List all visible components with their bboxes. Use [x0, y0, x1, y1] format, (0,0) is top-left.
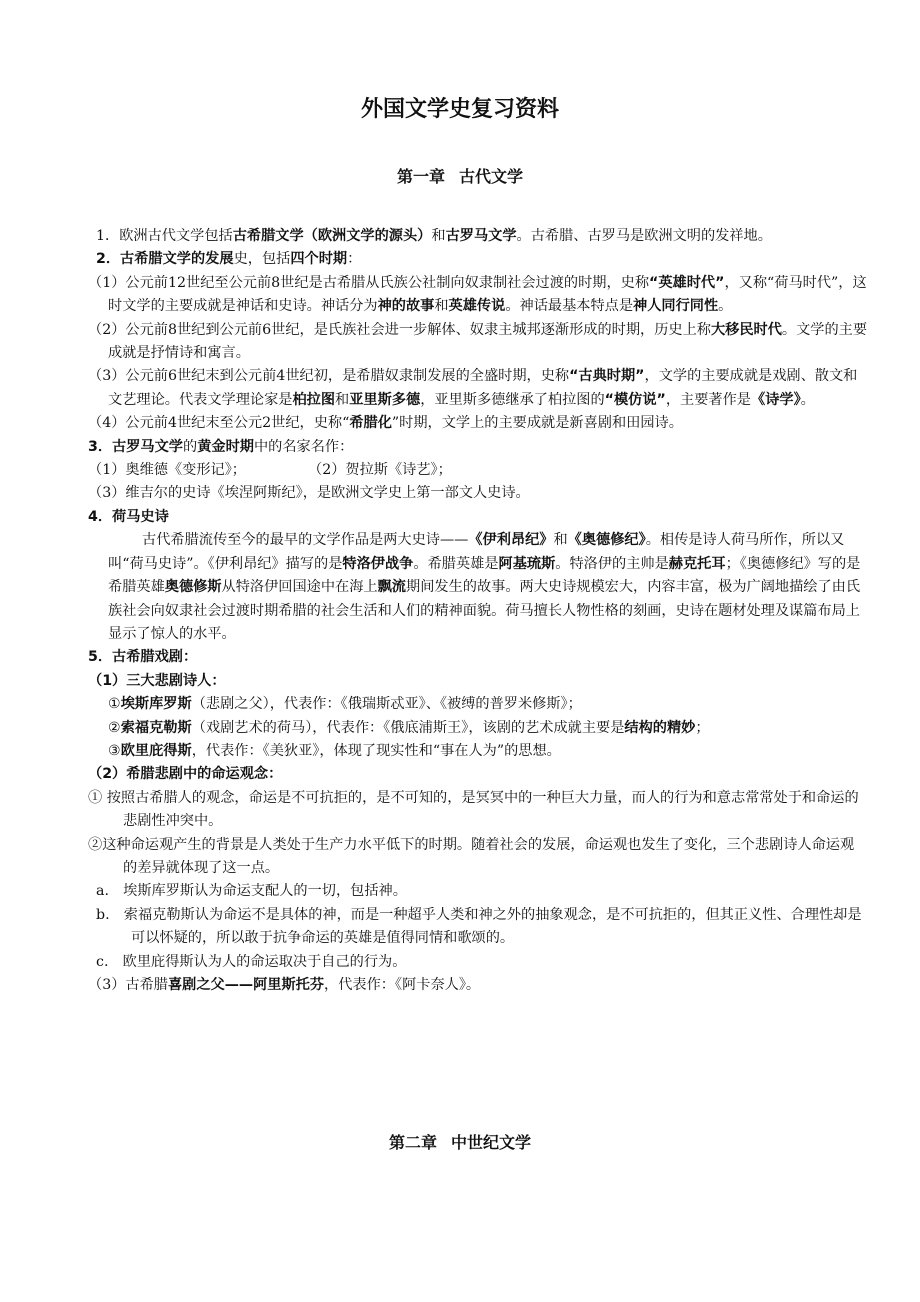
section-5-item-2-heading: （2）希腊悲剧中的命运观念： — [88, 766, 283, 783]
tragedian-sophocles: ②索福克勒斯（戏剧艺术的荷马），代表作：《俄底浦斯王》，该剧的艺术成就主要是结构的精妙； — [108, 719, 710, 736]
chapter-1-name: 古代文学 — [459, 167, 524, 186]
fate-point-b: b. 索福克勒斯认为命运不是具体的神，而是一种超乎人类和神之外的抽象观念，是不可抗拒的，但其正义性、合理性却是可以怀疑的，所以敢于抗争命运的英雄是值得同情和歌颂的。 — [96, 906, 862, 947]
section-4-body: 古代希腊流传至今的最早的文学作品是两大史诗——《伊利昂纪》和《奥德修纪》。相传是诗人荷马所作，所以又叫“荷马史诗”。《伊利昂纪》描写的是特洛伊战争。希腊英雄是阿基琉斯。特洛伊的主帅是赫克托耳；《奥德修纪》写的是希腊英雄奥德修斯从特洛伊回国途中在海上飘流期间发生的故事。两大史诗规模宏大，内容丰富，极为广阔地描绘了由氏族社会向奴隶社会过渡时期希腊的社会生活和人们的精神面貌。荷马擅长人物性格的刻画，史诗在题材处理及谋篇布局上显示了惊人的水平。 — [108, 532, 861, 642]
fate-point-a: a. 埃斯库罗斯认为命运支配人的一切，包括神。 — [96, 883, 407, 900]
tragedian-aeschylus: ①埃斯库罗斯（悲剧之父），代表作：《俄瑞斯忒亚》、《被缚的普罗米修斯》； — [108, 696, 582, 713]
section-2-item-4: （4）公元前4世纪末至公元2世纪，史称“希腊化”时期，文学上的主要成就是新喜剧和田园诗。 — [88, 415, 683, 432]
section-2-item-3: （3）公元前6世纪末到公元前4世纪初，是希腊奴隶制发展的全盛时期，史称“古典时期”，文学的主要成就是戏剧、散文和文艺理论。代表文学理论家是柏拉图和亚里斯多德，亚里斯多德继承了柏拉图的“模仿说”，主要著作是《诗学》。 — [88, 368, 858, 408]
chapter-2-heading — [0, 1130, 920, 1153]
section-1: 1．欧洲古代文学包括古希腊文学（欧洲文学的源头）和古罗马文学。古希腊、古罗马是欧洲文明的发祥地。 — [96, 228, 772, 244]
section-2-heading: 2．古希腊文学的发展史，包括四个时期： — [96, 251, 362, 268]
section-5-heading: 5．古希腊戏剧： — [88, 649, 198, 666]
section-3-heading: 3．古罗马文学的黄金时期中的名家名作： — [88, 438, 354, 455]
section-5-item-3: （3）古希腊喜剧之父——阿里斯托芬，代表作：《阿卡奈人》。 — [88, 977, 481, 993]
chapter-2-name: 中世纪文学 — [451, 1133, 532, 1152]
section-2-item-2: （2）公元前8世纪到公元前6世纪，是氏族社会进一步解体、奴隶主城邦逐渐形成的时期，历史上称大移民时代。文学的主要成就是抒情诗和寓言。 — [88, 321, 868, 362]
fate-point-1: ① 按照古希腊人的观念，命运是不可抗拒的，是不可知的，是冥冥中的一种巨大力量，而人的行为和意志常常处于和命运的悲剧性冲突中。 — [88, 789, 859, 830]
section-3-items-1-2: （1）奥维德《变形记》； （2）贺拉斯《诗艺》； — [88, 462, 452, 479]
section-5-item-1-heading: （1）三大悲剧诗人： — [88, 672, 226, 689]
document-title: 外国文学史复习资料 — [360, 97, 559, 122]
fate-point-c: c. 欧里庇得斯认为人的命运取决于自己的行为。 — [96, 953, 407, 970]
chapter-2-number: 第二章 — [388, 1133, 437, 1152]
chapter-1-number: 第一章 — [396, 167, 445, 186]
fate-point-2: ②这种命运观产生的背景是人类处于生产力水平低下的时期。随着社会的发展，命运观也发生了变化，三个悲剧诗人命运观的差异就体现了这一点。 — [88, 836, 855, 876]
section-2-item-1: （1）公元前12世纪至公元前8世纪是古希腊从氏族公社制向奴隶制社会过渡的时期，史称“英雄时代”，又称“荷马时代”，这时文学的主要成就是神话和史诗。神话分为神的故事和英雄传说。神话最基本特点是神人同行同性。 — [88, 274, 867, 315]
section-3-item-3: （3）维吉尔的史诗《埃涅阿斯纪》，是欧洲文学史上第一部文人史诗。 — [88, 485, 530, 502]
section-4-heading: 4．荷马史诗 — [88, 508, 169, 525]
chapter-1-heading — [0, 164, 920, 187]
chapter-1-body — [88, 225, 868, 997]
tragedian-euripides: ③欧里庇得斯，代表作：《美狄亚》，体现了现实性和“事在人为”的思想。 — [108, 742, 561, 759]
